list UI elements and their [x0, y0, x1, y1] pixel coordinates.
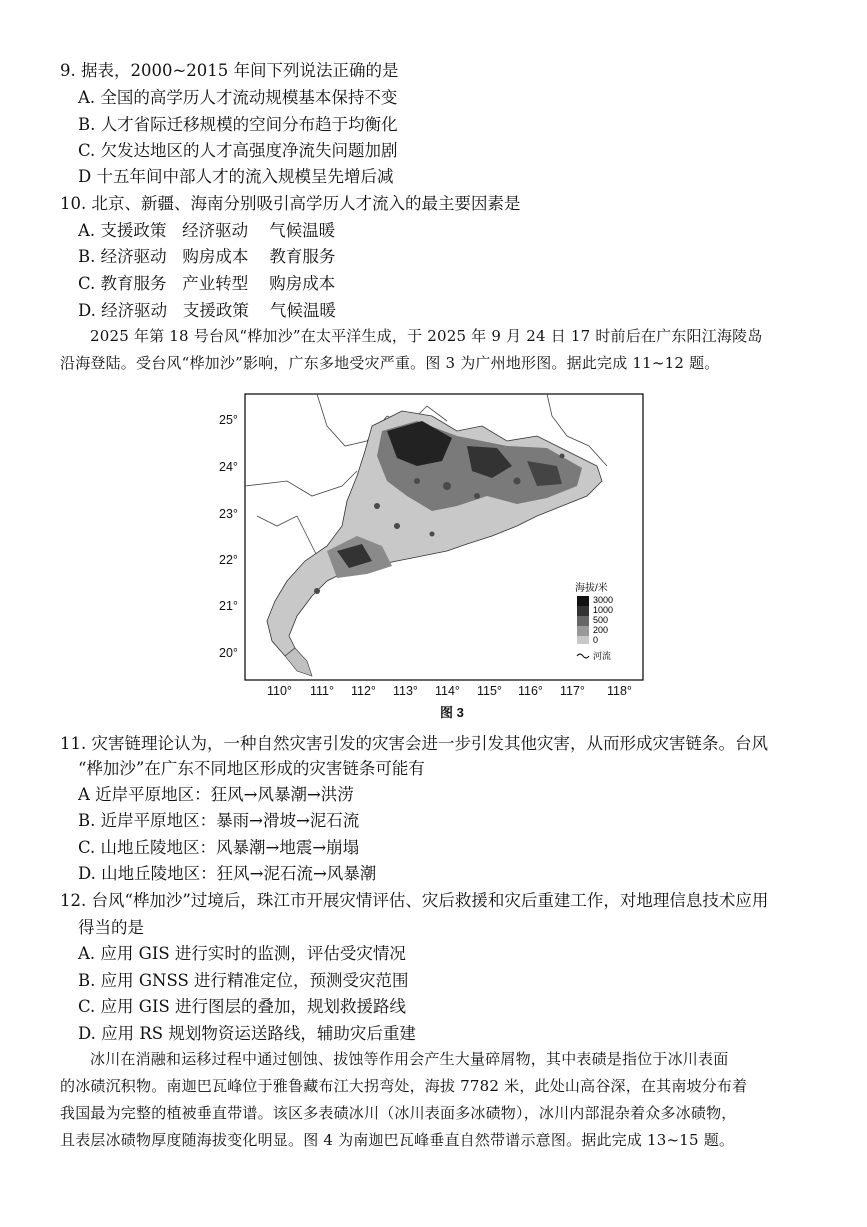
q11-option-b: B. 近岸平原地区：暴雨→滑坡→泥石流: [78, 811, 360, 830]
lon-label: 112°: [351, 684, 376, 698]
lat-label: 21°: [219, 599, 238, 613]
legend-swatch: [577, 636, 589, 644]
legend-value: 200: [593, 625, 609, 635]
q11-stem-line2: “桦加沙”在广东不同地区形成的灾害链条可能有: [78, 759, 425, 778]
lon-label: 114°: [435, 684, 460, 698]
lat-label: 23°: [219, 507, 238, 521]
figure-3-caption: 图 3: [440, 705, 464, 720]
lon-label: 110°: [267, 684, 292, 698]
intro-11-12-line2: 沿海登陆。受台风“桦加沙”影响，广东多地受灾严重。图 3 为广州地形图。据此完成 11~12 题。: [60, 354, 720, 372]
legend-value: 3000: [593, 595, 614, 605]
intro-11-12-line1: 2025 年第 18 号台风“桦加沙”在太平洋生成，于 2025 年 9 月 24 日 17 时前后在广东阳江海陵岛: [90, 327, 763, 345]
q9-option-b: B. 人才省际迁移规模的空间分布趋于均衡化: [78, 115, 398, 134]
q12-stem-line1: 12. 台风“桦加沙”过境后，珠江市开展灾情评估、灾后救援和灾后重建工作，对地理信息技术应用: [60, 891, 769, 910]
intro-13-15-line4: 且表层冰碛物厚度随海拔变化明显。图 4 为南迦巴瓦峰垂直自然带谱示意图。据此完成 13~15 题。: [60, 1131, 735, 1149]
legend-swatch: [577, 616, 589, 626]
intro-13-15-line3: 我国最为完整的植被垂直带谱。该区多表碛冰川（冰川表面多冰碛物），冰川内部混杂着众多冰碛物，: [60, 1104, 737, 1122]
lat-label: 24°: [219, 460, 238, 474]
lon-label: 111°: [310, 684, 334, 698]
legend-title: 海拔/米: [575, 583, 608, 594]
lon-label: 117°: [560, 684, 585, 698]
q10-option-a: A. 支援政策 经济驱动 气候温暖: [78, 221, 336, 240]
intro-13-15-line2: 的冰碛沉积物。南迦巴瓦峰位于雅鲁藏布江大拐弯处，海拔 7782 米，此处山高谷深，在其南坡分布着: [60, 1077, 748, 1095]
lat-label: 20°: [219, 646, 238, 660]
legend-swatch: [577, 626, 589, 636]
q11-option-d: D. 山地丘陵地区：狂风→泥石流→风暴潮: [78, 864, 377, 883]
legend-river: 河流: [593, 651, 612, 661]
lat-label: 22°: [219, 553, 238, 567]
lon-label: 113°: [393, 684, 418, 698]
intro-13-15-line1: 冰川在消融和运移过程中通过刨蚀、拔蚀等作用会产生大量碎屑物，其中表碛是指位于冰川表面: [90, 1050, 729, 1068]
q12-stem-line2: 得当的是: [78, 918, 144, 937]
legend-value: 1000: [593, 605, 614, 615]
q9-option-a: A. 全国的高学历人才流动规模基本保持不变: [78, 88, 398, 107]
q11-option-c: C. 山地丘陵地区：风暴潮→地震→崩塌: [78, 838, 360, 857]
q12-option-b: B. 应用 GNSS 进行精准定位，预测受灾范围: [78, 971, 409, 990]
terrain-map-svg: [217, 386, 647, 716]
q10-stem: 10. 北京、新疆、海南分别吸引高学历人才流入的最主要因素是: [60, 194, 521, 213]
lon-label: 116°: [518, 684, 543, 698]
intro-11-12: [60, 323, 810, 377]
q12-option-c: C. 应用 GIS 进行图层的叠加，规划救援路线: [78, 997, 407, 1016]
q12-option-d: D. 应用 RS 规划物资运送路线，辅助灾后重建: [78, 1024, 416, 1043]
q10-option-d: D. 经济驱动 支援政策 气候温暖: [78, 301, 336, 320]
q10-option-c: C. 教育服务 产业转型 购房成本: [78, 274, 336, 293]
q9-option-c: C. 欠发达地区的人才高强度净流失问题加剧: [78, 141, 398, 160]
legend-swatch: [577, 596, 589, 606]
intro-13-15: [60, 1046, 810, 1154]
legend-swatch: [577, 606, 589, 616]
q9-option-d: D 十五年间中部人才的流入规模呈先增后减: [78, 167, 394, 186]
legend-value: 0: [593, 635, 599, 645]
legend-value: 500: [593, 615, 609, 625]
figure-3-map: [217, 386, 647, 716]
lon-label: 115°: [477, 684, 502, 698]
lat-label: 25°: [219, 413, 238, 427]
q10-option-b: B. 经济驱动 购房成本 教育服务: [78, 247, 336, 266]
q11-stem-line1: 11. 灾害链理论认为，一种自然灾害引发的灾害会进一步引发其他灾害，从而形成灾害链条。台风: [60, 734, 768, 753]
lon-label: 118°: [607, 684, 632, 698]
q9-stem: 9. 据表，2000~2015 年间下列说法正确的是: [60, 61, 399, 80]
q12-option-a: A. 应用 GIS 进行实时的监测，评估受灾情况: [78, 944, 406, 963]
q11-option-a: A 近岸平原地区：狂风→风暴潮→洪涝: [78, 785, 354, 804]
